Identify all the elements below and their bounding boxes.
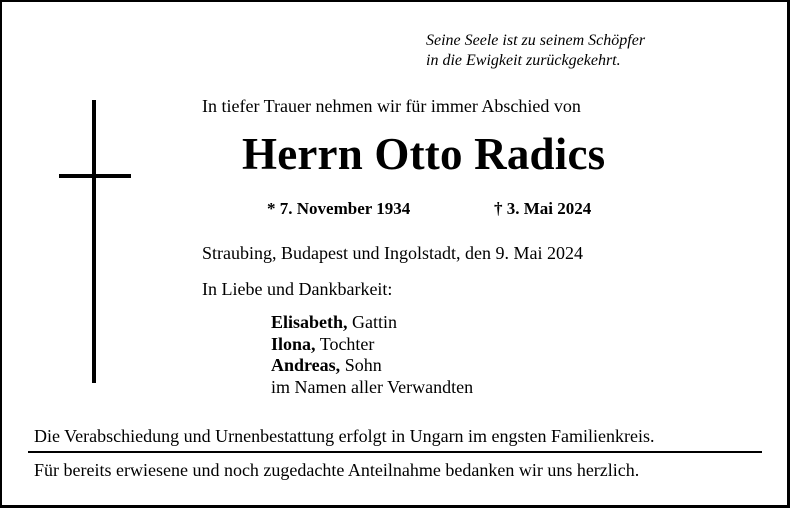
relatives-line: im Namen aller Verwandten — [271, 376, 474, 397]
mourner-name: Andreas, — [271, 355, 341, 375]
intro-text: In tiefer Trauer nehmen wir für immer Abschied von — [202, 96, 581, 116]
motto-line-1: Seine Seele ist zu seinem Schöpfer — [426, 32, 646, 49]
birth-date: * 7. November 1934 — [267, 199, 411, 218]
cross-icon — [56, 100, 136, 385]
thanks-note: Für bereits erwiesene und noch zugedachte Anteilnahme bedanken wir uns herzlich. — [34, 460, 640, 480]
mourner-name: Elisabeth, — [271, 312, 348, 332]
mourner-item — [271, 334, 473, 356]
mourner-relation: Gattin — [347, 312, 398, 332]
mourner-item — [271, 312, 473, 334]
mourner-item — [271, 355, 473, 377]
mourner-name: Ilona, — [271, 333, 316, 354]
divider-line — [28, 451, 762, 453]
mourners-list — [271, 312, 473, 398]
love-line: In Liebe und Dankbarkeit: — [202, 279, 393, 299]
mourner-relation: Sohn — [340, 355, 382, 375]
deceased-name: Herrn Otto Radics — [242, 129, 606, 179]
motto-line-2: in die Ewigkeit zurückgekehrt. — [426, 52, 621, 69]
death-date: † 3. Mai 2024 — [494, 199, 592, 218]
place-date-line: Straubing, Budapest und Ingolstadt, den 9. Mai 2024 — [202, 243, 583, 263]
burial-note: Die Verabschiedung und Urnenbestattung erfolgt in Ungarn im engsten Familienkreis. — [34, 426, 655, 446]
mourner-relation: Tochter — [315, 333, 375, 354]
